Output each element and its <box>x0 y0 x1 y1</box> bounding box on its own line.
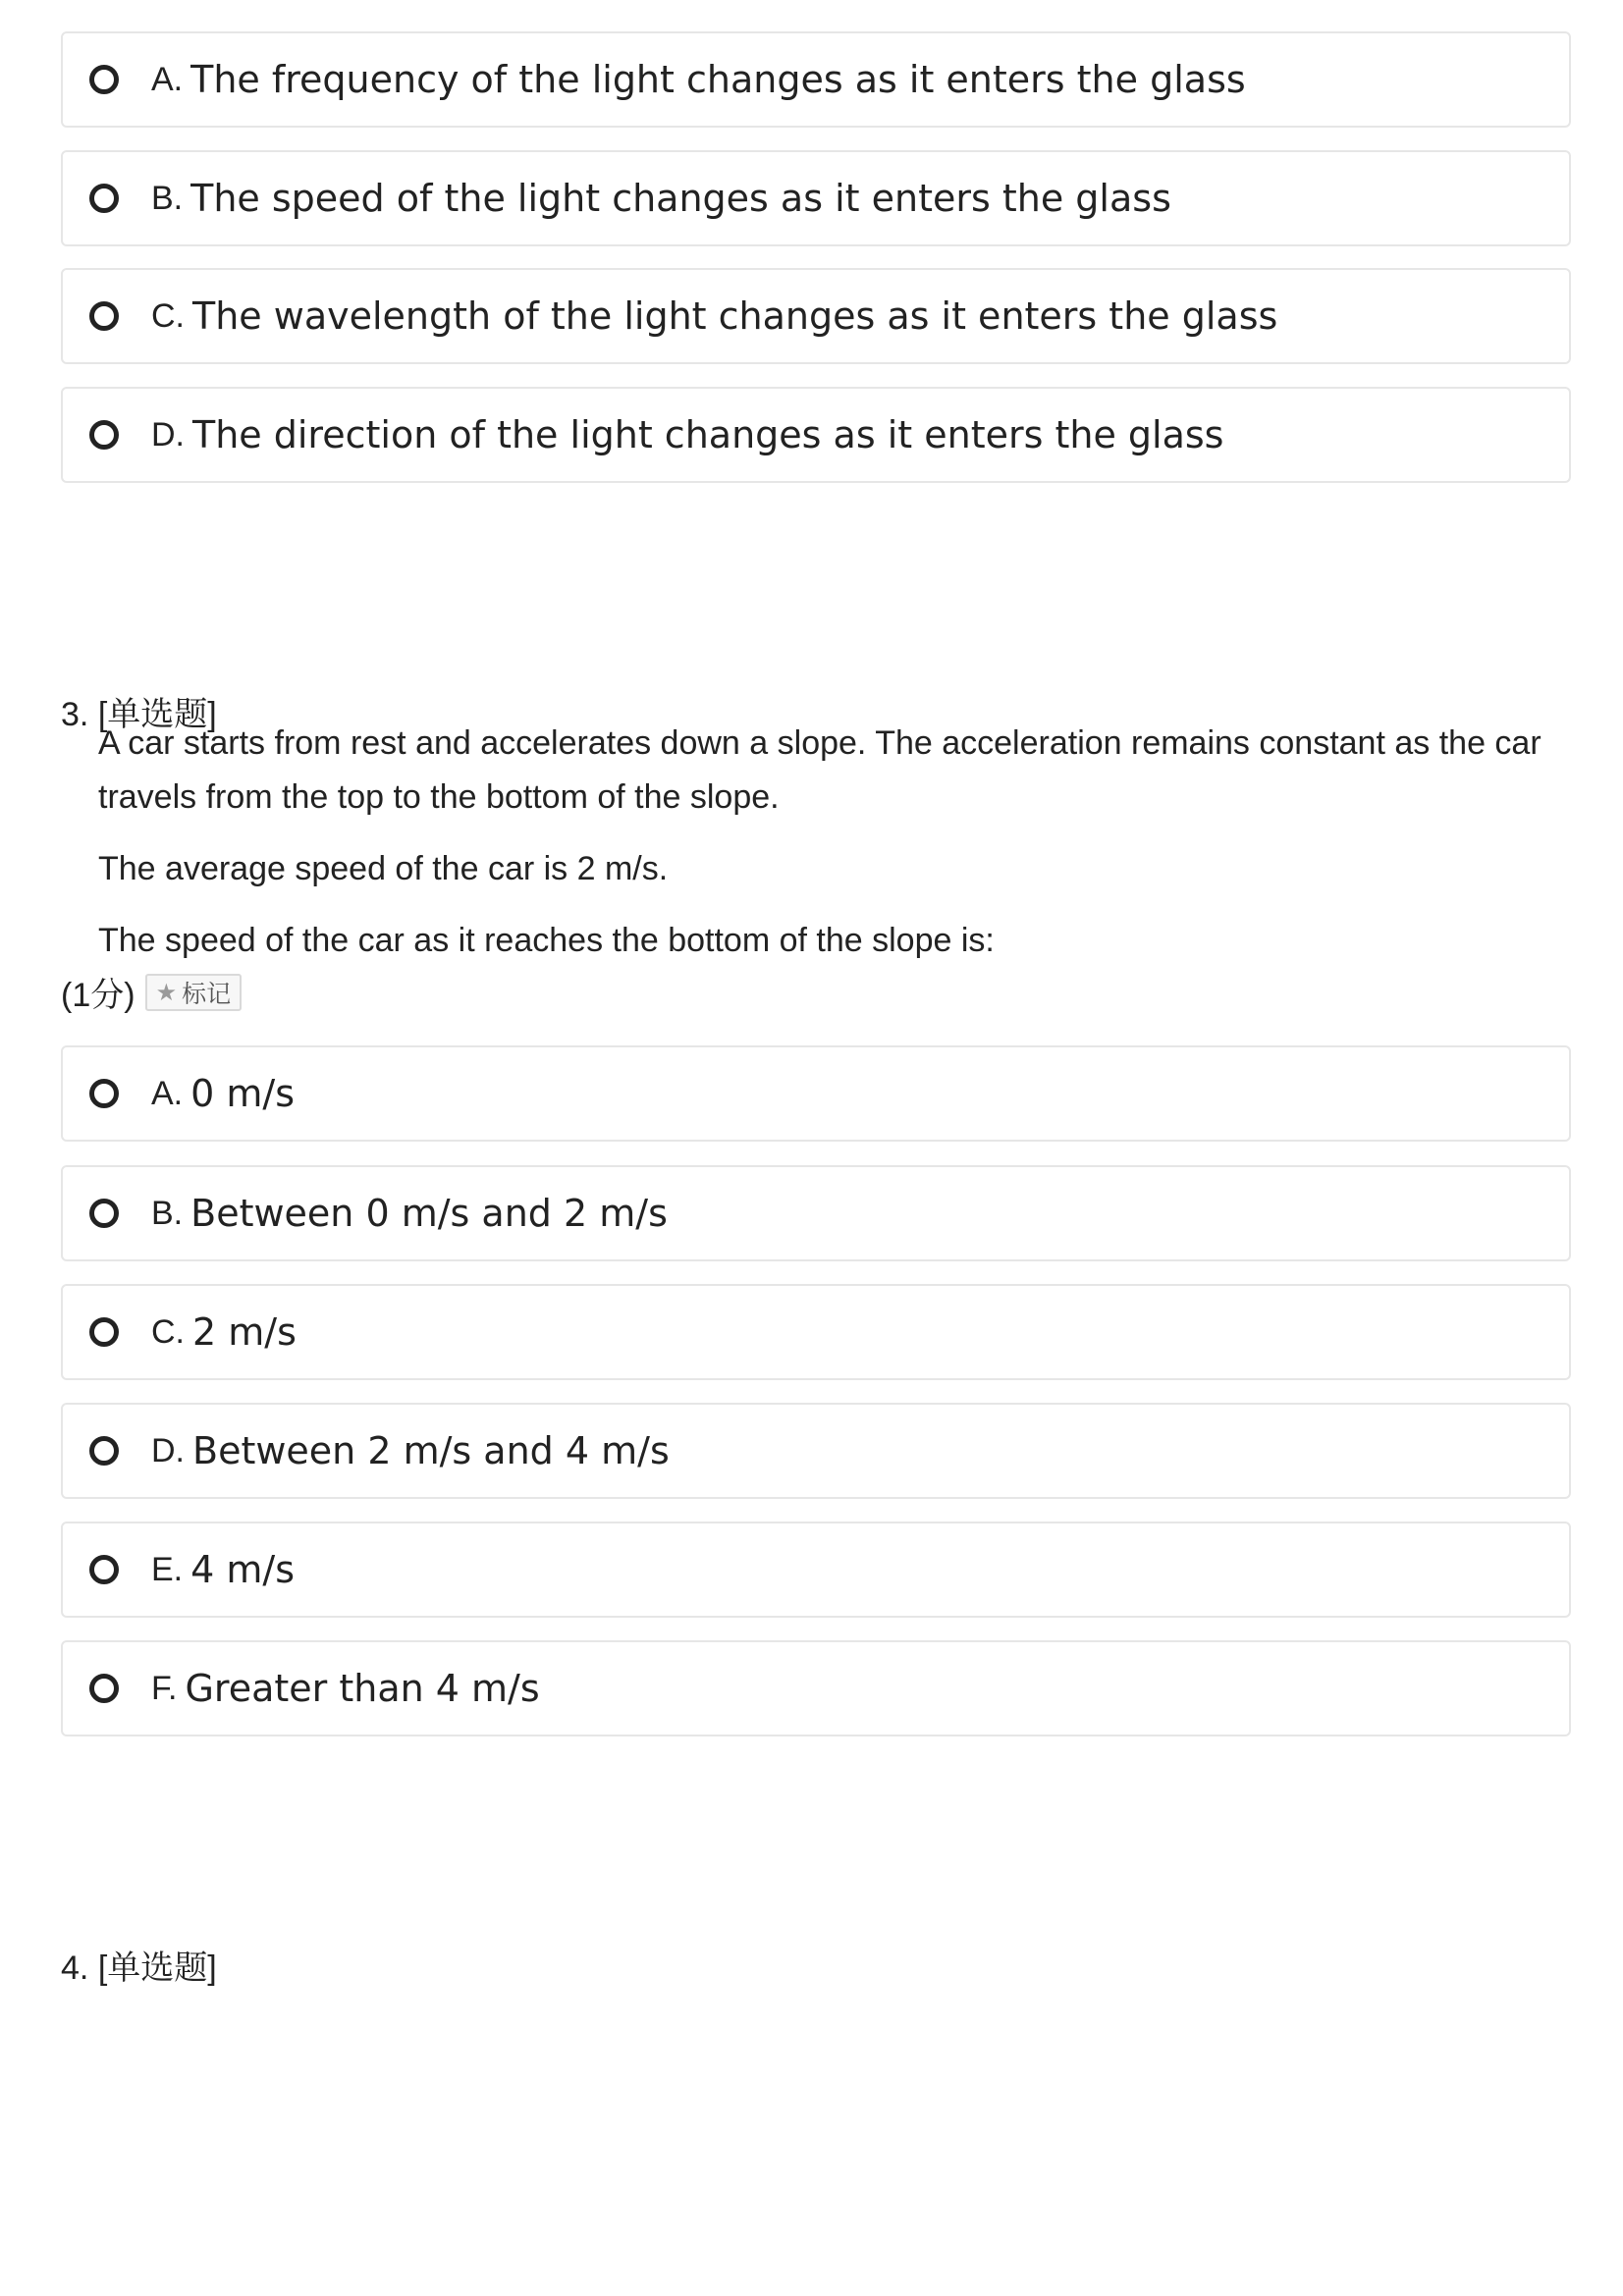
radio-icon[interactable] <box>89 65 119 94</box>
radio-icon[interactable] <box>89 1436 119 1466</box>
option-letter: C. <box>151 1312 185 1351</box>
mark-button[interactable] <box>145 974 243 1011</box>
q2-option-c[interactable] <box>61 268 1571 364</box>
q3-option-e[interactable] <box>61 1522 1571 1618</box>
option-label: The wavelength of the light changes as it enters the glass <box>192 294 1278 338</box>
option-letter: A. <box>151 1074 184 1112</box>
stem-paragraph: The speed of the car as it reaches the bottom of the slope is: <box>98 922 995 959</box>
radio-icon[interactable] <box>89 1317 119 1347</box>
radio-icon[interactable] <box>89 301 119 331</box>
option-label: 4 m/s <box>190 1548 295 1591</box>
question-score: (1分) <box>61 977 135 1014</box>
option-label: The speed of the light changes as it enters the glass <box>190 177 1171 220</box>
option-letter: D. <box>151 415 185 454</box>
option-label: The frequency of the light changes as it enters the glass <box>190 58 1246 101</box>
q3-option-f[interactable] <box>61 1640 1571 1736</box>
radio-icon[interactable] <box>89 420 119 450</box>
question-type: [单选题] <box>97 696 217 733</box>
option-label: Between 0 m/s and 2 m/s <box>190 1192 668 1235</box>
q3-option-a[interactable] <box>61 1045 1571 1142</box>
radio-icon[interactable] <box>89 184 119 213</box>
stem-paragraph: A car starts from rest and accelerates down a slope. The acceleration remains constant as the car travels from the top to the bottom of the slope. <box>98 724 1542 816</box>
option-label: Between 2 m/s and 4 m/s <box>192 1429 670 1472</box>
option-letter: A. <box>151 60 184 98</box>
option-letter: D. <box>151 1431 185 1469</box>
star-icon: ★ <box>155 978 178 1006</box>
option-letter: E. <box>151 1550 184 1588</box>
q3-option-c[interactable] <box>61 1284 1571 1380</box>
radio-icon[interactable] <box>89 1555 119 1584</box>
option-letter: B. <box>151 179 184 217</box>
question-number: 4. <box>61 1949 89 1987</box>
radio-icon[interactable] <box>89 1674 119 1703</box>
q3-option-d[interactable] <box>61 1403 1571 1499</box>
radio-icon[interactable] <box>89 1199 119 1228</box>
question-3-meta <box>61 968 242 1016</box>
radio-icon[interactable] <box>89 1079 119 1108</box>
question-3-stem <box>98 717 1551 968</box>
option-label: Greater than 4 m/s <box>185 1667 540 1710</box>
option-letter: F. <box>151 1669 178 1707</box>
question-number: 3. <box>61 696 89 733</box>
option-label: The direction of the light changes as it enters the glass <box>192 413 1224 456</box>
question-type: [单选题] <box>97 1949 217 1987</box>
option-letter: B. <box>151 1194 184 1232</box>
q3-option-b[interactable] <box>61 1165 1571 1261</box>
option-label: 2 m/s <box>192 1310 297 1354</box>
option-label: 0 m/s <box>190 1072 295 1115</box>
mark-button-label: 标记 <box>182 980 232 1008</box>
q2-option-a[interactable] <box>61 31 1571 128</box>
option-letter: C. <box>151 296 185 335</box>
stem-paragraph: The average speed of the car is 2 m/s. <box>98 850 669 887</box>
question-4-header <box>61 1941 217 1989</box>
q2-option-b[interactable] <box>61 150 1571 246</box>
q2-option-d[interactable] <box>61 387 1571 483</box>
